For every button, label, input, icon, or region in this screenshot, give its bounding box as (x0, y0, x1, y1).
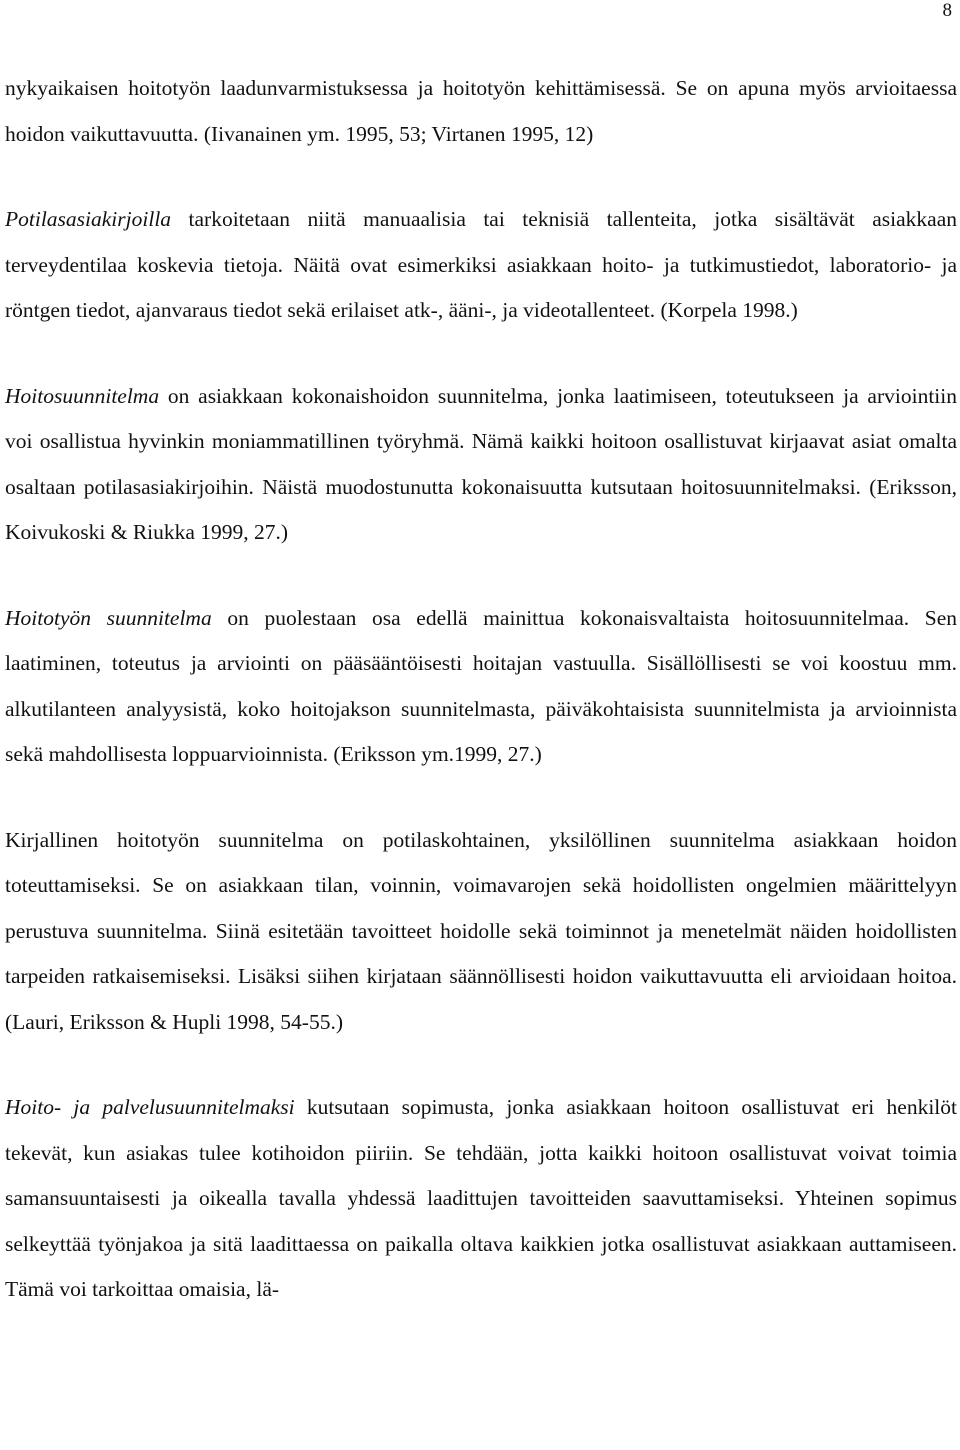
page-number: 8 (942, 0, 952, 21)
defined-term: Potilasasiakirjoilla (5, 207, 172, 231)
paragraph-nursing-plan (5, 596, 957, 778)
paragraph-text: on asiakkaan kokonaishoidon suunnitelma, jonka laatimiseen, toteutukseen ja arviointiin voi osallistua hyvinkin moniammatillinen työryhmä. Nämä kaikki hoitoon osallistuvat kirjaavat asiat omalta osaltaan potilasasiakirjoihin. Näistä muodostunutta kokonaisuutta kutsutaan hoitosuunnitelmaksi. (Eriksson, Koivukoski & Riukka 1999, 27.) (5, 383, 957, 544)
paragraph-text: tarkoitetaan niitä manuaalisia tai teknisiä tallenteita, jotka sisältävät asiakkaan terveydentilaa koskevia tietoja. Näitä ovat esimerkiksi asiakkaan hoito- ja tutkimustiedot, laboratorio- ja röntgen tiedot, ajanvaraus tiedot sekä erilaiset atk-, ääni-, ja videotallenteet. (Korpela 1998.) (5, 207, 957, 322)
paragraph-text: on puolestaan osa edellä mainittua kokonaisvaltaista hoitosuunnitelmaa. Sen laatiminen, toteutus ja arviointi on pääsääntöisesti hoitajan vastuulla. Sisällöllisesti se voi koostuu mm. alkutilanteen analyysistä, koko hoitojakson suunnitelmasta, päiväkohtaisista suunnitelmista ja arvioinnista sekä mahdollisesta loppuarvioinnista. (Eriksson ym.1999, 27.) (5, 605, 957, 766)
paragraph-text: nykyaikaisen hoitotyön laadunvarmistuksessa ja hoitotyön kehittämisessä. Se on apuna myös arvioitaessa hoidon vaikuttavuutta. (Iivanainen ym. 1995, 53; Virtanen 1995, 12) (5, 76, 957, 146)
paragraph-written-nursing-plan (5, 818, 957, 1046)
paragraph-quality-assurance (5, 66, 957, 157)
defined-term: Hoitosuunnitelma (5, 383, 160, 408)
paragraph-text: kutsutaan sopimusta, jonka asiakkaan hoitoon osallistuvat eri henkilöt tekevät, kun asiakas tulee kotihoidon piiriin. Se tehdään, jotta kaikki hoitoon osallistuvat voivat toimia samansuuntaisesti ja oikealla tavalla yhdessä laadittujen tavoitteiden saavuttamiseksi. Yhteinen sopimus selkeyttää työnjakoa ja sitä laadittaessa on paikalla oltava kaikkien jotka osallistuvat asiakkaan auttamiseen. Tämä voi tarkoittaa omaisia, lä- (5, 1095, 957, 1301)
paragraph-care-plan (5, 374, 957, 556)
paragraph-service-plan (5, 1085, 957, 1313)
paragraph-text: Kirjallinen hoitotyön suunnitelma on potilaskohtainen, yksilöllinen suunnitelma asiakkaan hoidon toteuttamiseksi. Se on asiakkaan tilan, voinnin, voimavarojen sekä hoidollisten ongelmien määrittelyyn perustuva suunnitelma. Siinä esitetään tavoitteet hoidolle sekä toiminnot ja menetelmät näiden hoidollisten tarpeiden ratkaisemiseksi. Lisäksi siihen kirjataan säännöllisesti hoidon vaikuttavuutta eli arvioidaan hoitoa. (Lauri, Eriksson & Hupli 1998, 54-55.) (5, 827, 957, 1034)
document-body (5, 66, 957, 1313)
paragraph-patient-records (5, 197, 957, 334)
defined-term: Hoitotyön suunnitelma (5, 605, 212, 630)
defined-term: Hoito- ja palvelusuunnitelmaksi (5, 1095, 295, 1119)
